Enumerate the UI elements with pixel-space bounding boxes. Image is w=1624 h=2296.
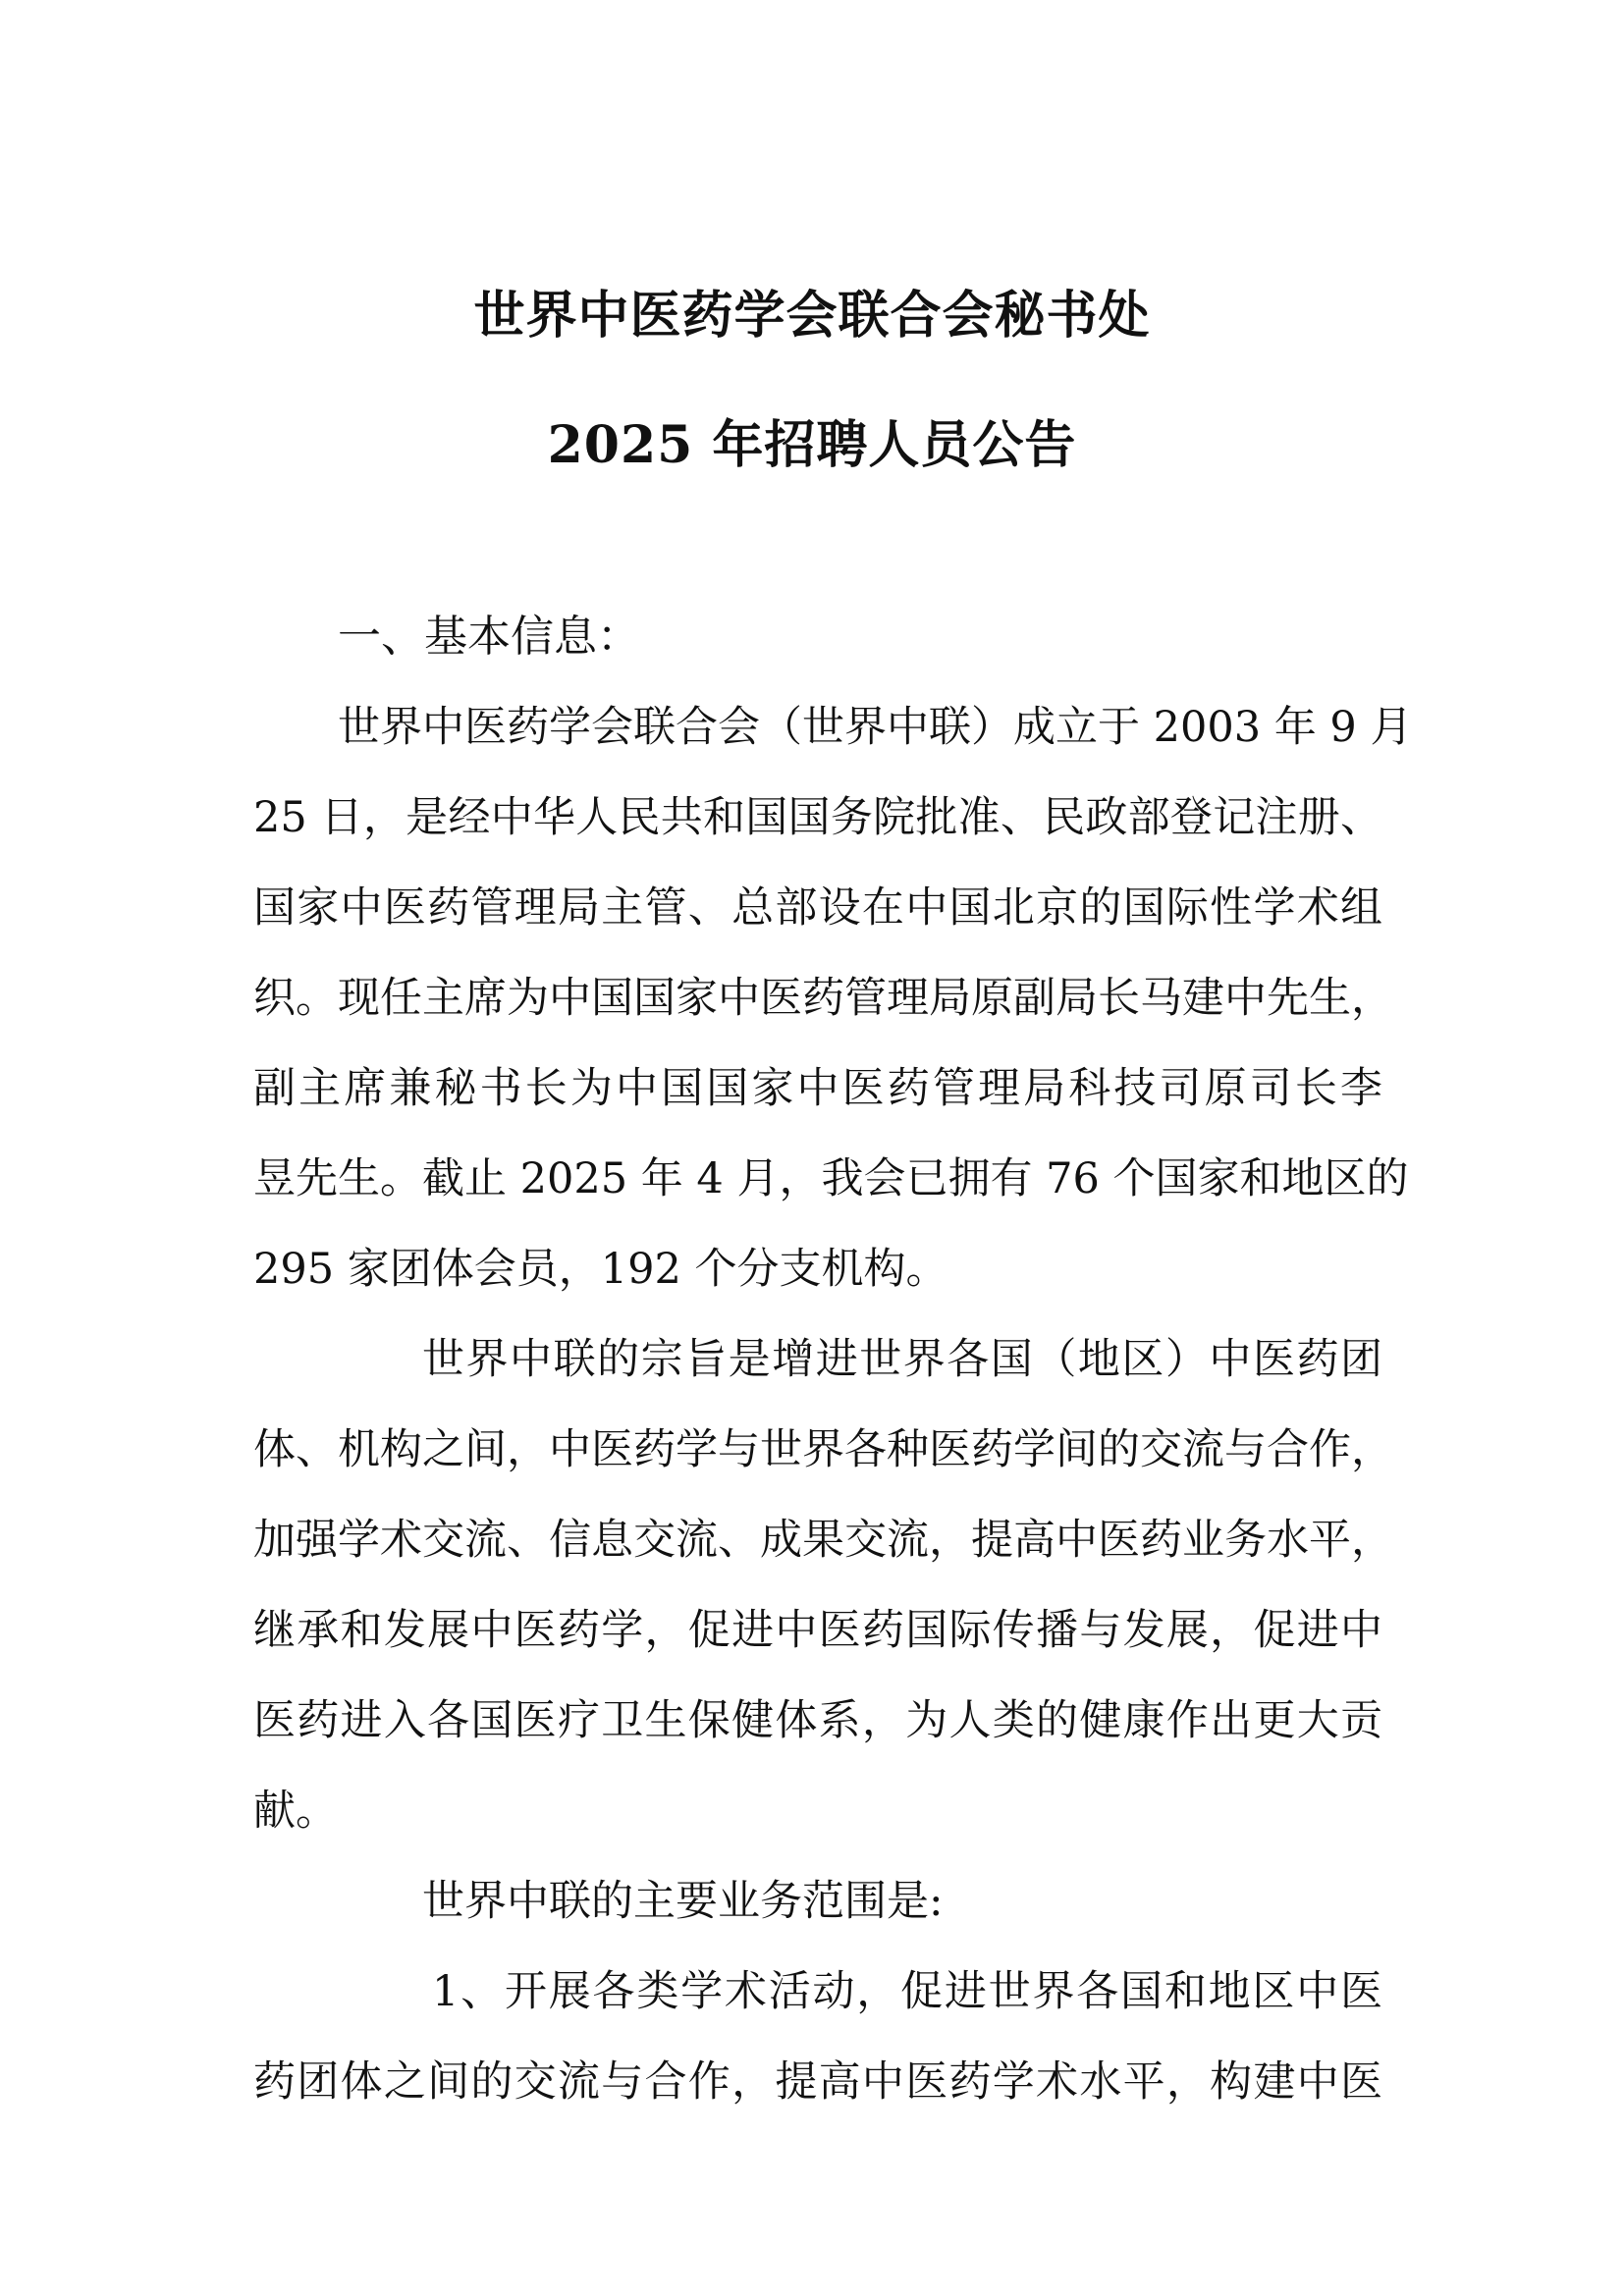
p1-line-7: 295 家团体会员，192 个分支机构。 xyxy=(253,1245,948,1294)
p2-line-6: 献。 xyxy=(253,1787,338,1836)
p1-line-5: 副主席兼秘书长为中国国家中医药管理局科技司原司长李 xyxy=(253,1064,1382,1113)
p1-line-2: 25 日，是经中华人民共和国国务院批准、民政部登记注册、 xyxy=(253,793,1382,842)
p2-line-4: 继承和发展中医药学，促进中医药国际传播与发展，促进中 xyxy=(253,1606,1382,1655)
p2-line-1: 世界中联的宗旨是增进世界各国（地区）中医药团 xyxy=(422,1335,1382,1384)
p1-line-3: 国家中医药管理局主管、总部设在中国北京的国际性学术组 xyxy=(253,883,1382,933)
p1-line-1: 世界中医药学会联合会（世界中联）成立于 2003 年 9 月 xyxy=(338,703,1413,752)
document-body xyxy=(253,592,1413,2127)
p1-line-4: 织。现任主席为中国国家中医药管理局原副局长马建中先生， xyxy=(253,974,1393,1023)
p4-line-1: 1、开展各类学术活动，促进世界各国和地区中医 xyxy=(432,1967,1382,2016)
p1-line-6: 昱先生。截止 2025 年 4 月，我会已拥有 76 个国家和地区的 xyxy=(253,1154,1409,1203)
section1-heading: 一、基本信息： xyxy=(338,612,640,662)
document-title-line2: 2025 年招聘人员公告 xyxy=(547,415,1077,475)
p2-line-2: 体、机构之间，中医药学与世界各种医药学间的交流与合作， xyxy=(253,1425,1393,1474)
document-title-line1: 世界中医药学会联合会秘书处 xyxy=(473,286,1151,346)
p2-line-3: 加强学术交流、信息交流、成果交流，提高中医药业务水平， xyxy=(253,1516,1393,1565)
p3-line-1: 世界中联的主要业务范围是: xyxy=(422,1877,944,1926)
p2-line-5: 医药进入各国医疗卫生保健体系，为人类的健康作出更大贡 xyxy=(253,1696,1382,1745)
p4-line-2: 药团体之间的交流与合作，提高中医药学术水平，构建中医 xyxy=(253,2057,1382,2107)
